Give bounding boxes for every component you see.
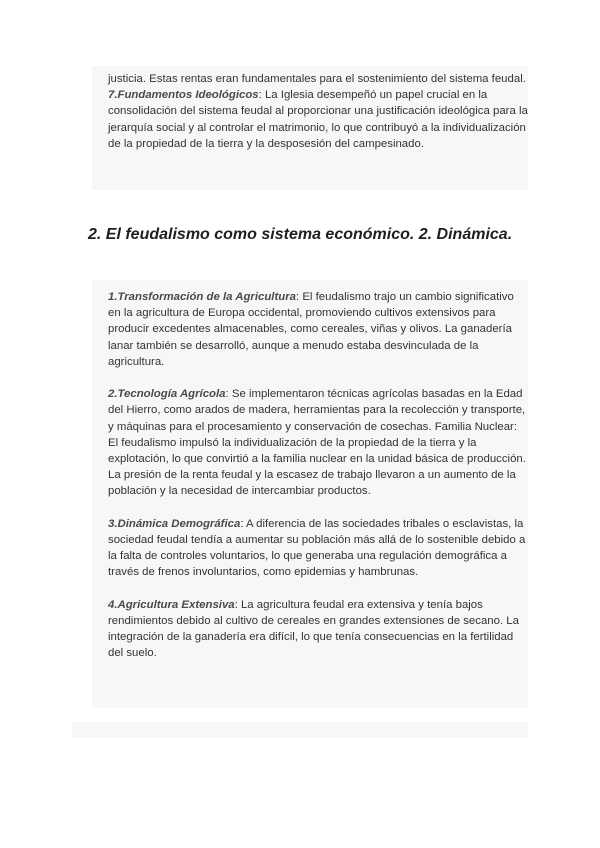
continuation-text: justicia. Estas rentas eran fundamentales para el sostenimiento del sistema feudal. [108, 73, 526, 85]
list-item [108, 289, 528, 370]
item-title: 3.Dinámica Demográfica [108, 517, 241, 530]
item-body: : La agricultura feudal era extensiva y tenía bajos rendimientos debido al cultivo de cereales en grandes extensiones de secano. La integración de la ganadería era difícil, lo que tenía consecuencias en la fertilidad del suelo. [108, 598, 519, 660]
main-text-block [92, 280, 528, 708]
list-item [108, 597, 528, 662]
section-heading: 2. El feudalismo como sistema económico. 2. Dinámica. [88, 226, 513, 243]
item-title: 1.Transformación de la Agricultura [108, 291, 296, 303]
continuation-paragraph [108, 71, 528, 152]
list-item [108, 516, 528, 581]
item-7-title: 7.Fundamentos Ideológicos [108, 89, 259, 102]
empty-text-block [72, 722, 528, 738]
item-7-body: : La Iglesia desempeñó un papel crucial en la consolidación del sistema feudal al proporcionar una justificación ideológica para la jerarquía social y al controlar el matrimonio, lo que contribuyó a la individualización de la propiedad de la tierra y la desposesión del campesinado. [108, 89, 528, 150]
top-text-block [92, 66, 528, 190]
list-item [108, 386, 528, 499]
item-body: : El feudalismo trajo un cambio significativo en la agricultura de Europa occidental, promoviendo cultivos extensivos para producir excedentes almacenables, como cereales, viñas y olivos. La ganadería lanar también se desarrolló, aunque a menudo estaba desvinculada de la agricultura. [108, 291, 514, 368]
item-title: 2.Tecnología Agrícola [108, 388, 226, 401]
item-title: 4.Agricultura Extensiva [108, 598, 235, 611]
item-body: : Se implementaron técnicas agrícolas basadas en la Edad del Hierro, como arados de madera, herramientas para la recolección y transporte, y máquinas para el procesamiento y conservación de cosechas. Familia Nuclear: El feudalismo impulsó la individualización de la propiedad de la tierra y la explotación, lo que convirtió a la familia nuclear en la unidad básica de producción. La presión de la renta feudal y la escasez de trabajo llevaron a un aumento de la población y la necesidad de intercambiar productos. [108, 388, 526, 498]
item-body: : A diferencia de las sociedades tribales o esclavistas, la sociedad feudal tendía a aumentar su población más allá de lo sostenible debido a la falta de controles voluntarios, lo que generaba una regulación demográfica a través de frenos involuntarios, como epidemias y hambrunas. [108, 517, 526, 579]
